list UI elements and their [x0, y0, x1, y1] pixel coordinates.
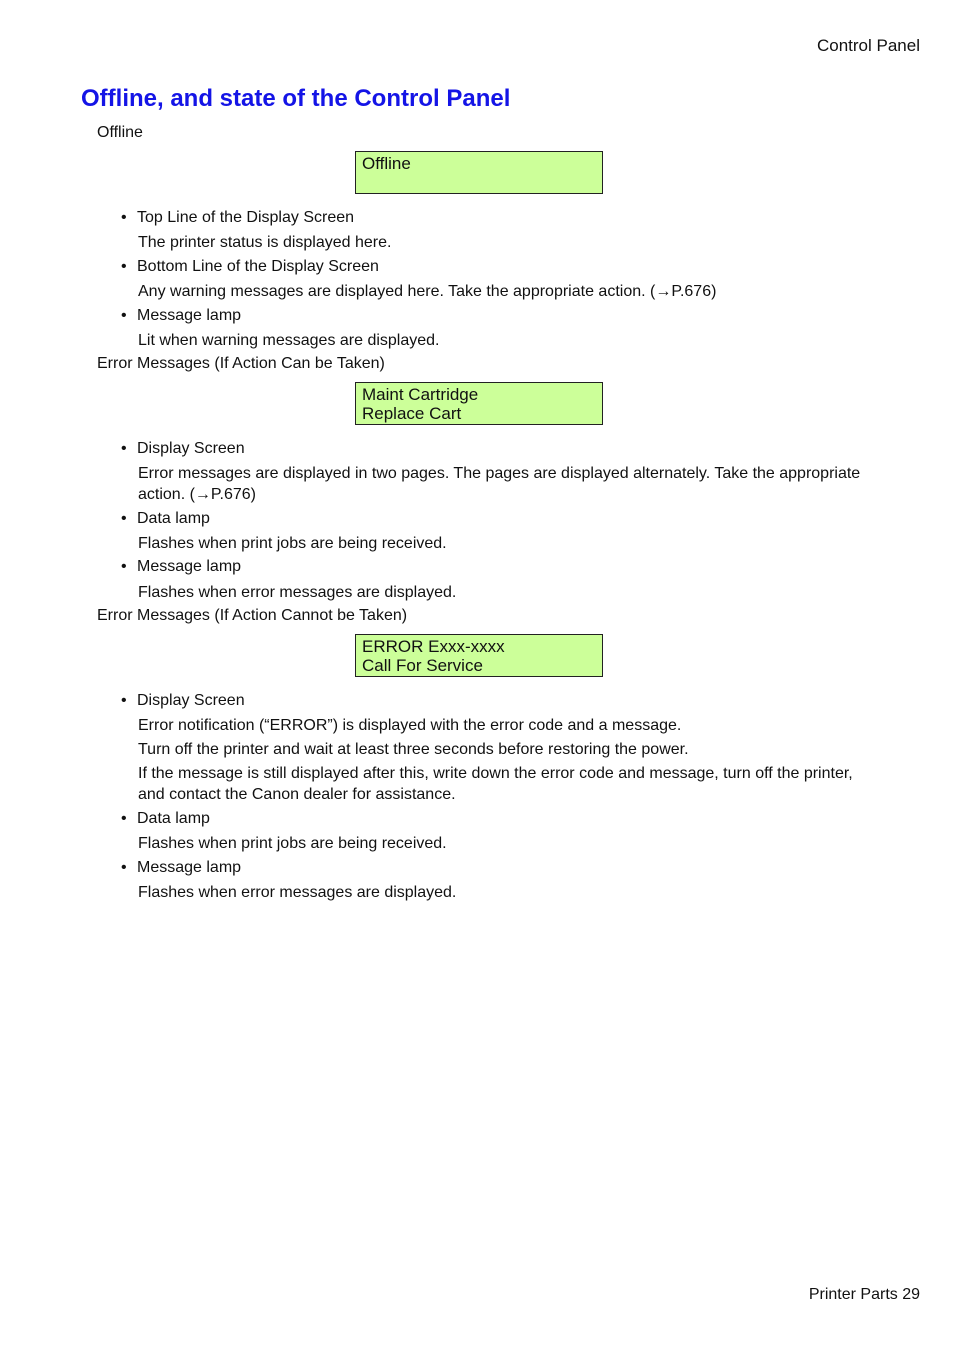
section-heading-error-service: Error Messages (If Action Cannot be Taken): [97, 607, 408, 624]
list-item-desc: Flashes when print jobs are being received.: [138, 835, 447, 852]
lcd-display-error-service: [355, 634, 603, 677]
list-item: • Bottom Line of the Display Screen: [121, 258, 379, 275]
lcd-line-1: Offline: [362, 154, 411, 173]
list-item-desc: Lit when warning messages are displayed.: [138, 332, 440, 349]
list-item-desc: If the message is still displayed after this, write down the error code and message, turn off the printer, and contact the Canon dealer for assistance.: [138, 765, 853, 803]
section-heading-offline: Offline: [97, 124, 143, 141]
list-item: • Top Line of the Display Screen: [121, 209, 355, 226]
list-item-desc: Flashes when print jobs are being received.: [138, 535, 447, 552]
list-item: • Message lamp: [121, 558, 242, 575]
list-item: • Data lamp: [121, 810, 210, 827]
lcd-display-error-actionable: [355, 382, 603, 425]
list-item-label: Data lamp: [137, 510, 210, 527]
list-item: • Message lamp: [121, 859, 242, 876]
list-item: • Display Screen: [121, 692, 245, 709]
list-item-desc: Error notification (“ERROR”) is displayed with the error code and a message.: [138, 717, 682, 734]
list-item-desc: Turn off the printer and wait at least three seconds before restoring the power.: [138, 741, 689, 758]
running-header: Control Panel: [816, 36, 920, 55]
lcd-display-offline: [355, 151, 603, 194]
list-item-desc: Flashes when error messages are displayed.: [138, 884, 457, 901]
list-item-desc: Any warning messages are displayed here. Take the appropriate action. (→P.676): [138, 283, 717, 300]
list-item: • Message lamp: [121, 307, 242, 324]
list-item-label: Message lamp: [137, 307, 242, 324]
lcd-line-2: Replace Cart: [362, 404, 462, 423]
list-item-label: Display Screen: [137, 440, 245, 457]
list-item: • Display Screen: [121, 440, 245, 457]
list-item-desc: Flashes when error messages are displayed.: [138, 584, 457, 601]
list-item-desc: The printer status is displayed here.: [138, 234, 392, 251]
lcd-line-1: ERROR Exxx-xxxx: [362, 637, 505, 656]
list-item: • Data lamp: [121, 510, 210, 527]
list-item-label: Display Screen: [137, 692, 245, 709]
page-footer: Printer Parts 29: [808, 1286, 920, 1303]
lcd-line-2: Call For Service: [362, 656, 483, 675]
list-item-label: Message lamp: [137, 859, 242, 876]
list-item-desc: Error messages are displayed in two pages. The pages are displayed alternately. Take the appropriate action. (→P.676): [138, 465, 861, 503]
lcd-line-1: Maint Cartridge: [362, 385, 479, 404]
list-item-label: Bottom Line of the Display Screen: [137, 258, 379, 275]
list-item-label: Message lamp: [137, 558, 242, 575]
list-item-label: Data lamp: [137, 810, 210, 827]
page-title: Offline, and state of the Control Panel: [81, 85, 511, 112]
list-item-label: Top Line of the Display Screen: [137, 209, 355, 226]
section-heading-error-actionable: Error Messages (If Action Can be Taken): [97, 355, 385, 372]
